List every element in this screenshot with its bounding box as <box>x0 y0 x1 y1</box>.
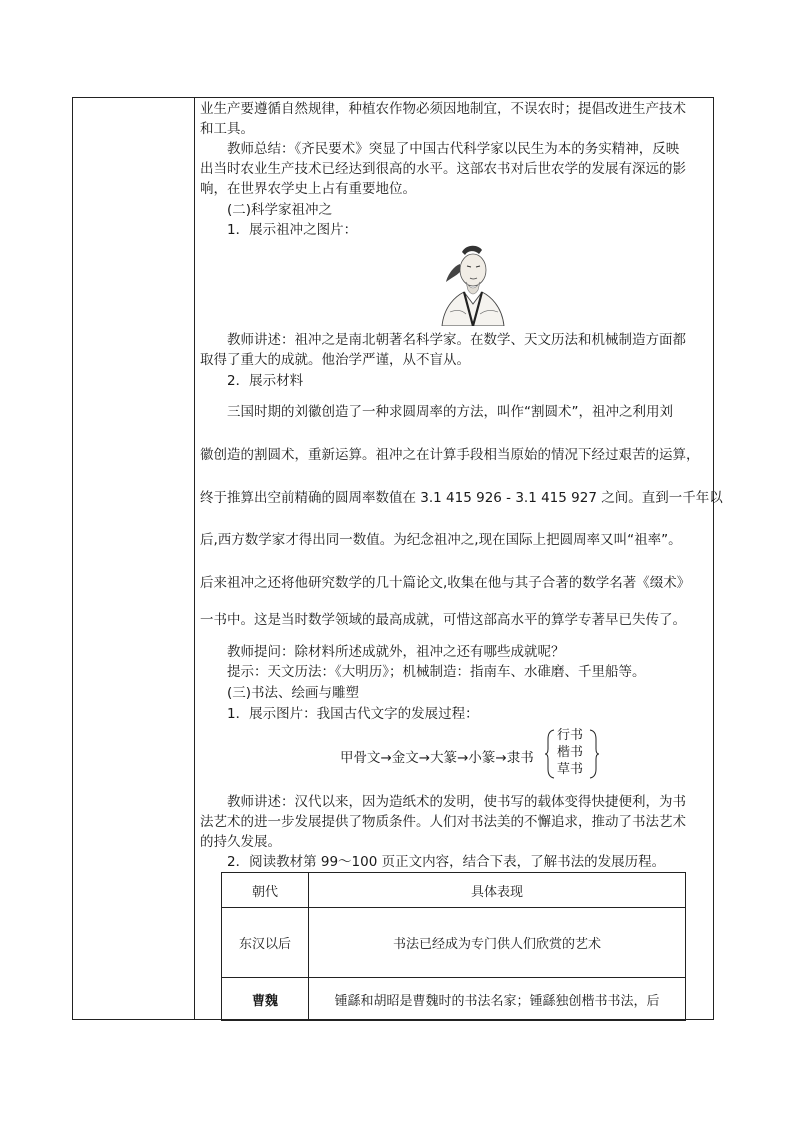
script-branch: 草书 <box>557 762 584 777</box>
text-line: 教师总结：《齐民要术》突显了中国古代科学家以民生为本的务实精神，反映 <box>227 141 680 157</box>
material-line: 三国时期的刘徽创造了一种求圆周率的方法，叫作“割圆术”，祖冲之利用刘 <box>227 404 673 420</box>
table-cell-dynasty: 东汉以后 <box>222 908 309 978</box>
material-line: 后,西方数学家才得出同一数值。为纪念祖冲之,现在国际上把圆周率又叫“祖率”。 <box>200 532 682 548</box>
table-header: 朝代 <box>222 873 309 908</box>
column-divider <box>194 97 195 1020</box>
material-line: 终于推算出空前精确的圆周率数值在 3.1 415 926 - 3.1 415 927 之间。直到一千年以 <box>200 490 723 506</box>
section-heading: (二)科学家祖冲之 <box>227 202 333 218</box>
text-line: 的持久发展。 <box>200 834 281 850</box>
left-brace-icon <box>545 729 555 779</box>
text-line: 响，在世界农学史上占有重要地位。 <box>200 181 416 197</box>
table-cell-detail: 书法已经成为专门供人们欣赏的艺术 <box>309 908 686 978</box>
table-cell-dynasty: 曹魏 <box>222 978 309 1021</box>
text-line: 教师提问：除材料所述成就外，祖冲之还有哪些成就呢？ <box>227 644 565 660</box>
text-line: 法艺术的进一步发展提供了物质条件。人们对书法美的不懈追求，推动了书法艺术 <box>200 814 686 830</box>
script-branch: 楷书 <box>557 745 584 760</box>
script-evolution-diagram <box>340 727 610 783</box>
script-chain: 甲骨文→金文→大篆→小篆→隶书 <box>340 750 534 766</box>
text-line: 取得了重大的成就。他治学严谨，从不盲从。 <box>200 352 470 368</box>
subheading: 1．展示祖冲之图片： <box>227 222 358 238</box>
table-row <box>222 908 686 978</box>
subheading: 1．展示图片：我国古代文字的发展过程： <box>227 706 479 722</box>
material-line: 一书中。这是当时数学领域的最高成就，可惜这部高水平的算学专著早已失传了。 <box>200 612 686 628</box>
right-brace-icon <box>589 729 599 779</box>
table-row <box>222 978 686 1021</box>
material-line: 徽创造的割圆术，重新运算。祖冲之在计算手段相当原始的情况下经过艰苦的运算， <box>200 447 700 463</box>
text-line: 教师讲述：汉代以来，因为造纸术的发明，使书写的载体变得快捷便利，为书 <box>227 794 686 810</box>
material-line: 后来祖冲之还将他研究数学的几十篇论文,收集在他与其子合著的数学名著《缀术》 <box>200 575 691 591</box>
table-cell-detail: 锺繇和胡昭是曹魏时的书法名家；锺繇独创楷书书法，后 <box>309 978 686 1021</box>
script-branch: 行书 <box>557 728 584 743</box>
text-line: 业生产要遵循自然规律，种植农作物必须因地制宜，不误农时；提倡改进生产技术 <box>200 101 686 117</box>
text-line: 出当时农业生产技术已经达到很高的水平。这部农书对后世农学的发展有深远的影 <box>200 161 686 177</box>
zu-chongzhi-portrait <box>432 242 512 326</box>
text-line: 和工具。 <box>200 121 254 137</box>
text-line: 教师讲述：祖冲之是南北朝著名科学家。在数学、天文历法和机械制造方面都 <box>227 332 686 348</box>
subheading: 2．阅读教材第 99～100 页正文内容，结合下表，了解书法的发展历程。 <box>227 854 666 870</box>
calligraphy-history-table <box>221 872 686 1021</box>
subheading: 2．展示材料 <box>227 373 304 389</box>
text-line: 提示：天文历法：《大明历》；机械制造：指南车、水碓磨、千里船等。 <box>227 664 646 680</box>
section-heading: (三)书法、绘画与雕塑 <box>227 685 360 701</box>
table-header: 具体表现 <box>309 873 686 908</box>
table-header-row <box>222 873 686 908</box>
